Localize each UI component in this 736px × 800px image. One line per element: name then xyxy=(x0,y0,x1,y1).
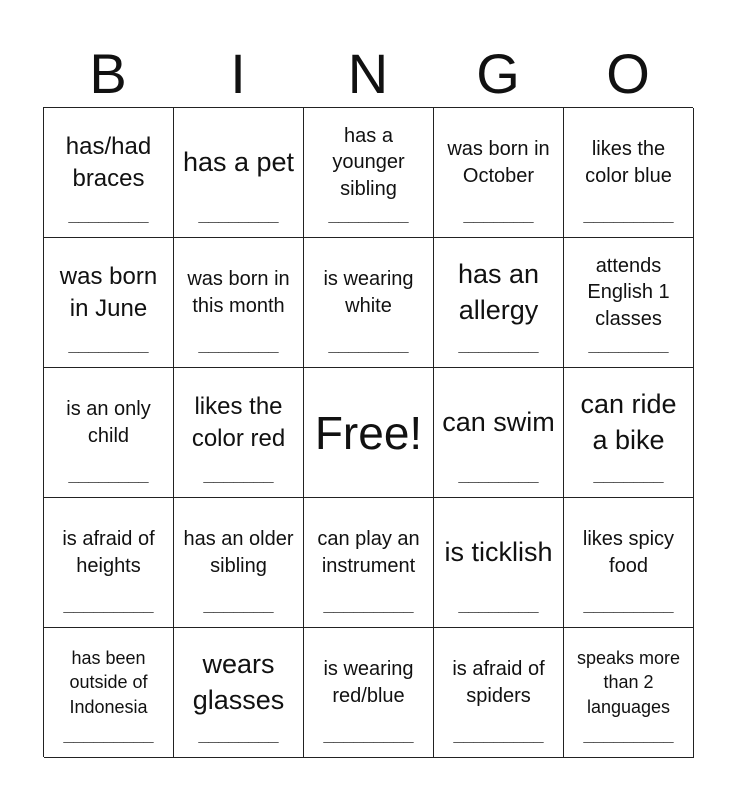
cell-prompt: has a pet xyxy=(182,146,295,177)
cell-prompt: has been outside of Indonesia xyxy=(69,648,148,717)
name-blank-line: ________ xyxy=(458,335,539,353)
cell-prompt: is an only child xyxy=(66,398,151,447)
cell-prompt: can play an instrument xyxy=(317,528,420,577)
header-letter-i: I xyxy=(230,42,246,105)
name-blank-line: ________ xyxy=(458,595,539,613)
bingo-cell[interactable] xyxy=(434,498,564,628)
bingo-cell[interactable] xyxy=(304,498,434,628)
cell-prompt: attends English 1 classes xyxy=(587,254,670,330)
header-letter-b: B xyxy=(89,42,127,105)
cell-prompt: has a younger sibling xyxy=(332,124,405,200)
cell-prompt: has an allergy xyxy=(457,259,540,325)
name-blank-line: _______ xyxy=(203,595,274,613)
cell-prompt: has/had braces xyxy=(65,133,152,192)
name-blank-line: ________ xyxy=(458,465,539,483)
name-blank-line: _________ xyxy=(323,725,414,743)
bingo-cell[interactable] xyxy=(564,108,694,238)
name-blank-line: ________ xyxy=(198,725,279,743)
cell-prompt: has an older sibling xyxy=(183,528,294,577)
cell-prompt: speaks more than 2 languages xyxy=(576,648,681,717)
bingo-header xyxy=(43,40,693,108)
bingo-cell[interactable] xyxy=(434,238,564,368)
bingo-cell[interactable] xyxy=(564,238,694,368)
bingo-cell[interactable] xyxy=(564,628,694,758)
cell-prompt: is afraid of spiders xyxy=(452,658,545,707)
cell-prompt: can swim xyxy=(442,406,555,437)
header-letter-o: O xyxy=(606,42,650,105)
bingo-cell[interactable] xyxy=(434,628,564,758)
name-blank-line: _______ xyxy=(593,465,664,483)
header-letter-g: G xyxy=(476,42,520,105)
cell-prompt: likes the color blue xyxy=(585,138,672,187)
bingo-cell[interactable] xyxy=(304,108,434,238)
name-blank-line: ________ xyxy=(68,205,149,223)
cell-prompt: is afraid of heights xyxy=(62,528,155,577)
bingo-cell[interactable] xyxy=(174,238,304,368)
name-blank-line: _________ xyxy=(453,725,544,743)
bingo-cell[interactable] xyxy=(174,108,304,238)
header-letter-n: N xyxy=(347,42,389,105)
name-blank-line: _________ xyxy=(583,595,674,613)
name-blank-line: _________ xyxy=(583,205,674,223)
free-space-label: Free! xyxy=(314,406,423,459)
bingo-cell[interactable] xyxy=(44,628,174,758)
bingo-cell[interactable] xyxy=(564,368,694,498)
cell-prompt: is wearing red/blue xyxy=(323,658,414,707)
bingo-cell[interactable] xyxy=(44,108,174,238)
name-blank-line: _________ xyxy=(63,725,154,743)
name-blank-line: ________ xyxy=(328,335,409,353)
bingo-cell[interactable] xyxy=(434,368,564,498)
bingo-cell[interactable] xyxy=(304,238,434,368)
bingo-cell[interactable] xyxy=(174,498,304,628)
bingo-cell[interactable] xyxy=(174,368,304,498)
cell-prompt: is ticklish xyxy=(444,536,553,567)
cell-prompt: is wearing white xyxy=(323,268,414,317)
name-blank-line: _________ xyxy=(583,725,674,743)
cell-prompt: was born in this month xyxy=(187,268,290,317)
name-blank-line: _______ xyxy=(203,465,274,483)
name-blank-line: _______ xyxy=(463,205,534,223)
name-blank-line: ________ xyxy=(198,335,279,353)
bingo-cell[interactable] xyxy=(174,628,304,758)
bingo-cell[interactable] xyxy=(44,238,174,368)
bingo-cell[interactable] xyxy=(44,498,174,628)
cell-prompt: likes spicy food xyxy=(582,528,675,577)
name-blank-line: _________ xyxy=(63,595,154,613)
cell-prompt: was born in October xyxy=(447,138,550,187)
name-blank-line: ________ xyxy=(588,335,669,353)
name-blank-line: ________ xyxy=(198,205,279,223)
bingo-cell[interactable] xyxy=(434,108,564,238)
cell-prompt: can ride a bike xyxy=(580,389,677,455)
name-blank-line: ________ xyxy=(328,205,409,223)
name-blank-line: _________ xyxy=(323,595,414,613)
cell-prompt: was born in June xyxy=(59,263,158,322)
bingo-grid xyxy=(43,107,693,757)
bingo-cell[interactable] xyxy=(564,498,694,628)
bingo-cell[interactable] xyxy=(44,368,174,498)
name-blank-line: ________ xyxy=(68,335,149,353)
cell-prompt: wears glasses xyxy=(192,649,285,715)
cell-prompt: likes the color red xyxy=(191,393,286,452)
name-blank-line: ________ xyxy=(68,465,149,483)
free-space-cell[interactable] xyxy=(304,368,434,498)
bingo-cell[interactable] xyxy=(304,628,434,758)
